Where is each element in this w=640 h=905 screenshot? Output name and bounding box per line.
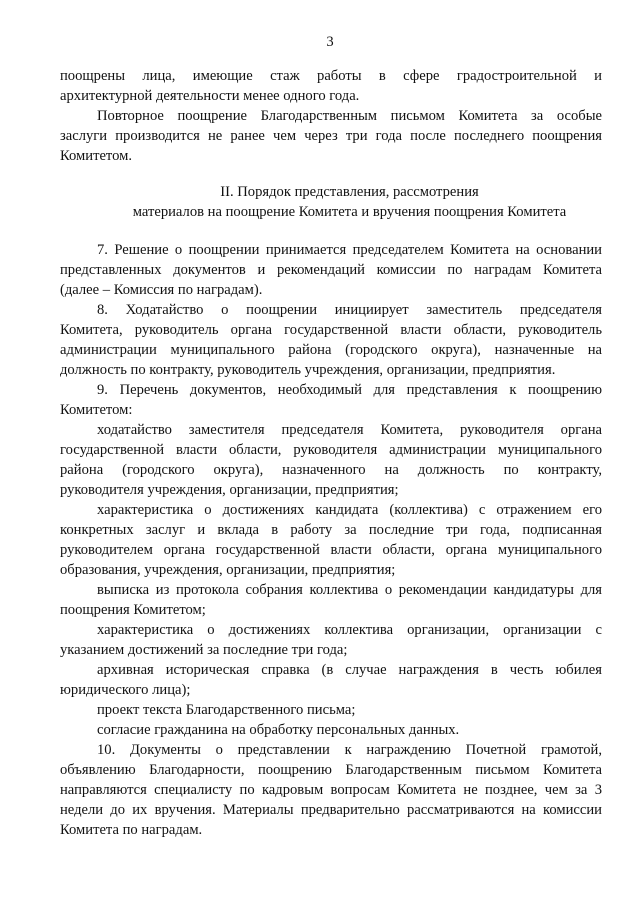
text-line: района (городского округа), назначенного на должность по контракту, — [60, 462, 602, 478]
list-item — [60, 420, 602, 500]
section-body — [60, 240, 602, 840]
list-item — [60, 620, 602, 660]
text-line: поощрены лица, имеющие стаж работы в сфере градостроительной и — [60, 68, 602, 84]
heading-line: II. Порядок представления, рассмотрения — [220, 184, 479, 200]
section-heading — [60, 182, 602, 222]
text-line: 9. Перечень документов, необходимый для представления к поощрению — [97, 382, 602, 398]
list-item — [60, 580, 602, 620]
text-line: выписка из протокола собрания коллектива о рекомендации кандидатуры для — [97, 582, 602, 598]
text-line: образования, учреждения, организации, предприятия; — [60, 562, 396, 578]
text-line: Комитета по наградам. — [60, 822, 203, 838]
text-line: недели до их вручения. Материалы предварительно рассматриваются на комиссии — [60, 802, 602, 818]
text-line: ходатайство заместителя председателя Комитета, руководителя органа — [97, 422, 602, 438]
document-list — [60, 420, 602, 740]
heading-line: материалов на поощрение Комитета и вручения поощрения Комитета — [132, 204, 567, 220]
text-line: (далее – Комиссия по наградам). — [60, 282, 263, 298]
text-line: Комитетом: — [60, 402, 133, 418]
text-line: согласие гражданина на обработку персональных данных. — [97, 722, 460, 738]
list-item — [60, 720, 602, 740]
text-line: указанием достижений за последние три года; — [60, 642, 348, 658]
paragraph-continuation — [60, 66, 602, 106]
text-line: характеристика о достижениях коллектива организации, организации с — [97, 622, 602, 638]
paragraph-item-9 — [60, 380, 602, 420]
text-line: направляются специалисту по кадровым вопросам Комитета не позднее, чем за 3 — [60, 782, 602, 798]
paragraph-item-10 — [60, 740, 602, 840]
text-line: руководителем органа государственной власти области, органа муниципального — [60, 542, 602, 558]
text-line: руководителя учреждения, организации, предприятия; — [60, 482, 399, 498]
text-line: конкретных заслуг и вклада в работу за последние три года, подписанная — [60, 522, 602, 538]
text-line: архитектурной деятельности менее одного года. — [60, 88, 360, 104]
list-item — [60, 660, 602, 700]
paragraph-repeat-award — [60, 106, 602, 166]
text-line: представленных документов и рекомендаций комиссии по наградам Комитета — [60, 262, 602, 278]
text-line: Повторное поощрение Благодарственным письмом Комитета за особые — [97, 108, 602, 124]
text-line: 10. Документы о представлении к награждению Почетной грамотой, — [97, 742, 602, 758]
page-number: 3 — [326, 34, 334, 50]
text-line: 7. Решение о поощрении принимается председателем Комитета на основании — [97, 242, 602, 258]
text-line: администрации муниципального района (городского округа), назначенные на — [60, 342, 602, 358]
text-line: 8. Ходатайство о поощрении инициирует заместитель председателя — [97, 302, 602, 318]
paragraph-item-7 — [60, 240, 602, 300]
text-line: проект текста Благодарственного письма; — [97, 702, 356, 718]
text-line: юридического лица); — [60, 682, 191, 698]
paragraph-item-8 — [60, 300, 602, 380]
intro-text — [60, 66, 602, 166]
text-line: архивная историческая справка (в случае награждения в честь юбилея — [97, 662, 602, 678]
text-line: характеристика о достижениях кандидата (коллектива) с отражением его — [97, 502, 602, 518]
text-line: Комитета, руководитель органа государственной власти области, руководитель — [60, 322, 602, 338]
list-item — [60, 500, 602, 580]
text-line: объявлению Благодарности, поощрению Благодарственным письмом Комитета — [60, 762, 602, 778]
text-line: Комитетом. — [60, 148, 133, 164]
text-line: поощрения Комитетом; — [60, 602, 206, 618]
text-line: государственной власти области, руководителя администрации муниципального — [60, 442, 602, 458]
list-item — [60, 700, 602, 720]
text-line: должность по контракту, руководитель учреждения, организации, предприятия. — [60, 362, 556, 378]
text-line: заслуги производится не ранее чем через три года после последнего поощрения — [60, 128, 602, 144]
